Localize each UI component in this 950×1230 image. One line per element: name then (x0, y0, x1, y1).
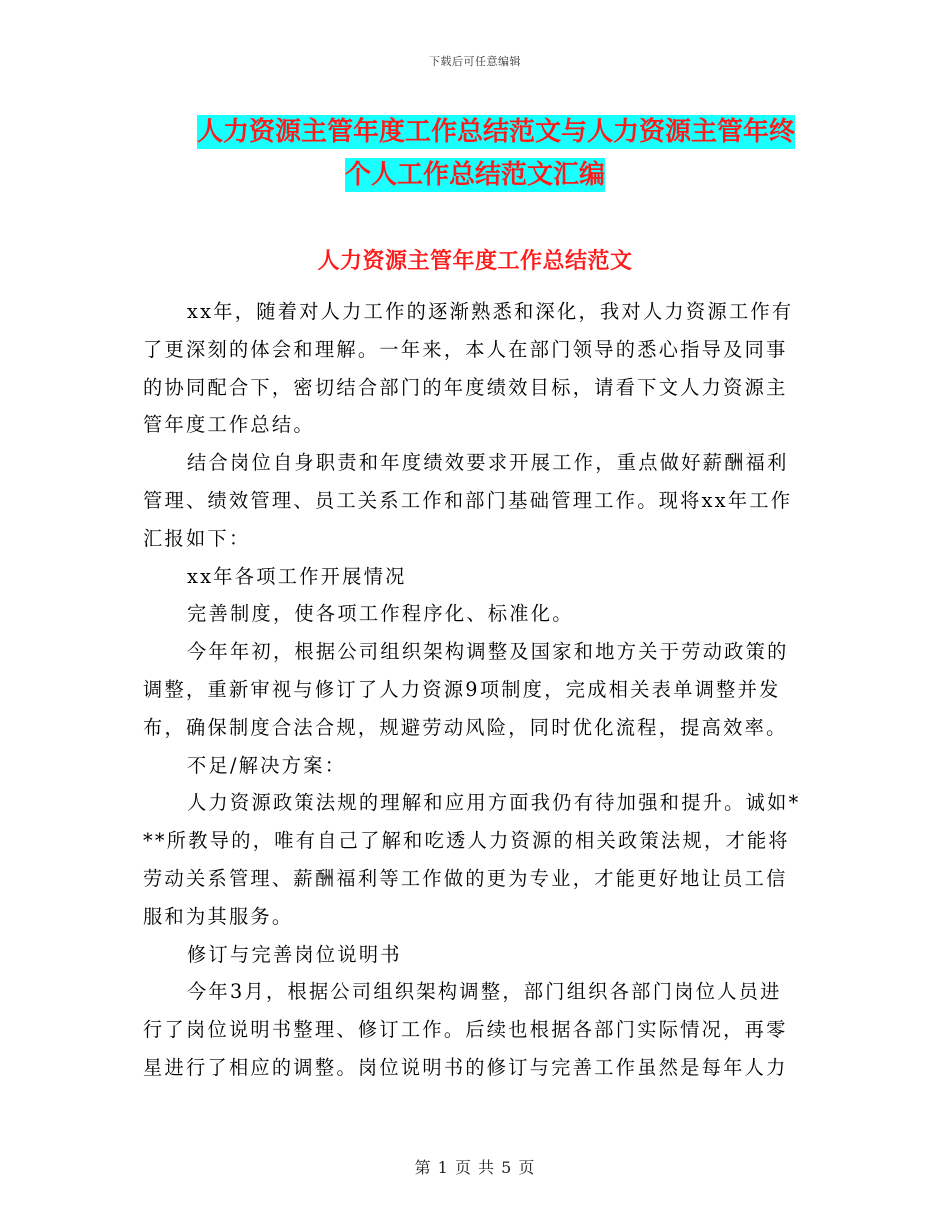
body-line: 劳动关系管理、薪酬福利等工作做的更为专业，才能更好地让员工信 (143, 866, 788, 890)
body-line: 汇报如下： (143, 526, 251, 550)
header-note: 下载后可任意编辑 (429, 55, 521, 68)
main-title-line-2 (0, 153, 950, 197)
body-line: 了更深刻的体会和理解。一年来，本人在部门领导的悉心指导及同事 (143, 337, 788, 361)
body-line: 管理、绩效管理、员工关系工作和部门基础管理工作。现将xx年工作 (143, 488, 793, 512)
body-line: 完善制度，使各项工作程序化、标准化。 (187, 602, 574, 626)
main-title-line-2-text: 个人工作总结范文汇编 (344, 160, 605, 190)
main-title-line-1 (0, 110, 950, 154)
section-title: 人力资源主管年度工作总结范文 (317, 249, 633, 274)
body-line: 调整，重新审视与修订了人力资源9项制度，完成相关表单调整并发 (143, 677, 781, 701)
body-line: 布，确保制度合法合规，规避劳动风险，同时优化流程，提高效率。 (143, 715, 788, 739)
page-footer: 第 1 页 共 5 页 (414, 1158, 536, 1177)
body-line: 星进行了相应的调整。岗位说明书的修订与完善工作虽然是每年人力 (143, 1055, 788, 1079)
main-title-line-1-text: 人力资源主管年度工作总结范文与人力资源主管年终 (196, 117, 795, 147)
body-line: 管年度工作总结。 (143, 413, 315, 437)
body-line: **所教导的，唯有自己了解和吃透人力资源的相关政策法规，才能将 (143, 829, 790, 853)
body-line: 修订与完善岗位说明书 (187, 942, 402, 966)
body-line: 行了岗位说明书整理、修订工作。后续也根据各部门实际情况，再零 (143, 1018, 788, 1042)
body-line: 服和为其服务。 (143, 904, 294, 928)
body-text (143, 293, 808, 1087)
body-line: 今年3月，根据公司组织架构调整，部门组织各部门岗位人员进 (187, 980, 782, 1004)
body-line: 人力资源政策法规的理解和应用方面我仍有待加强和提升。诚如* (187, 791, 801, 815)
body-line: 结合岗位自身职责和年度绩效要求开展工作，重点做好薪酬福利 (187, 451, 789, 475)
body-line: 的协同配合下，密切结合部门的年度绩效目标，请看下文人力资源主 (143, 375, 788, 399)
body-line: 今年年初，根据公司组织架构调整及国家和地方关于劳动政策的 (187, 640, 789, 664)
body-line: xx年，随着对人力工作的逐渐熟悉和深化，我对人力资源工作有 (187, 300, 794, 323)
body-line: 不足/解决方案： (187, 753, 347, 777)
body-line: xx年各项工作开展情况 (187, 564, 407, 588)
